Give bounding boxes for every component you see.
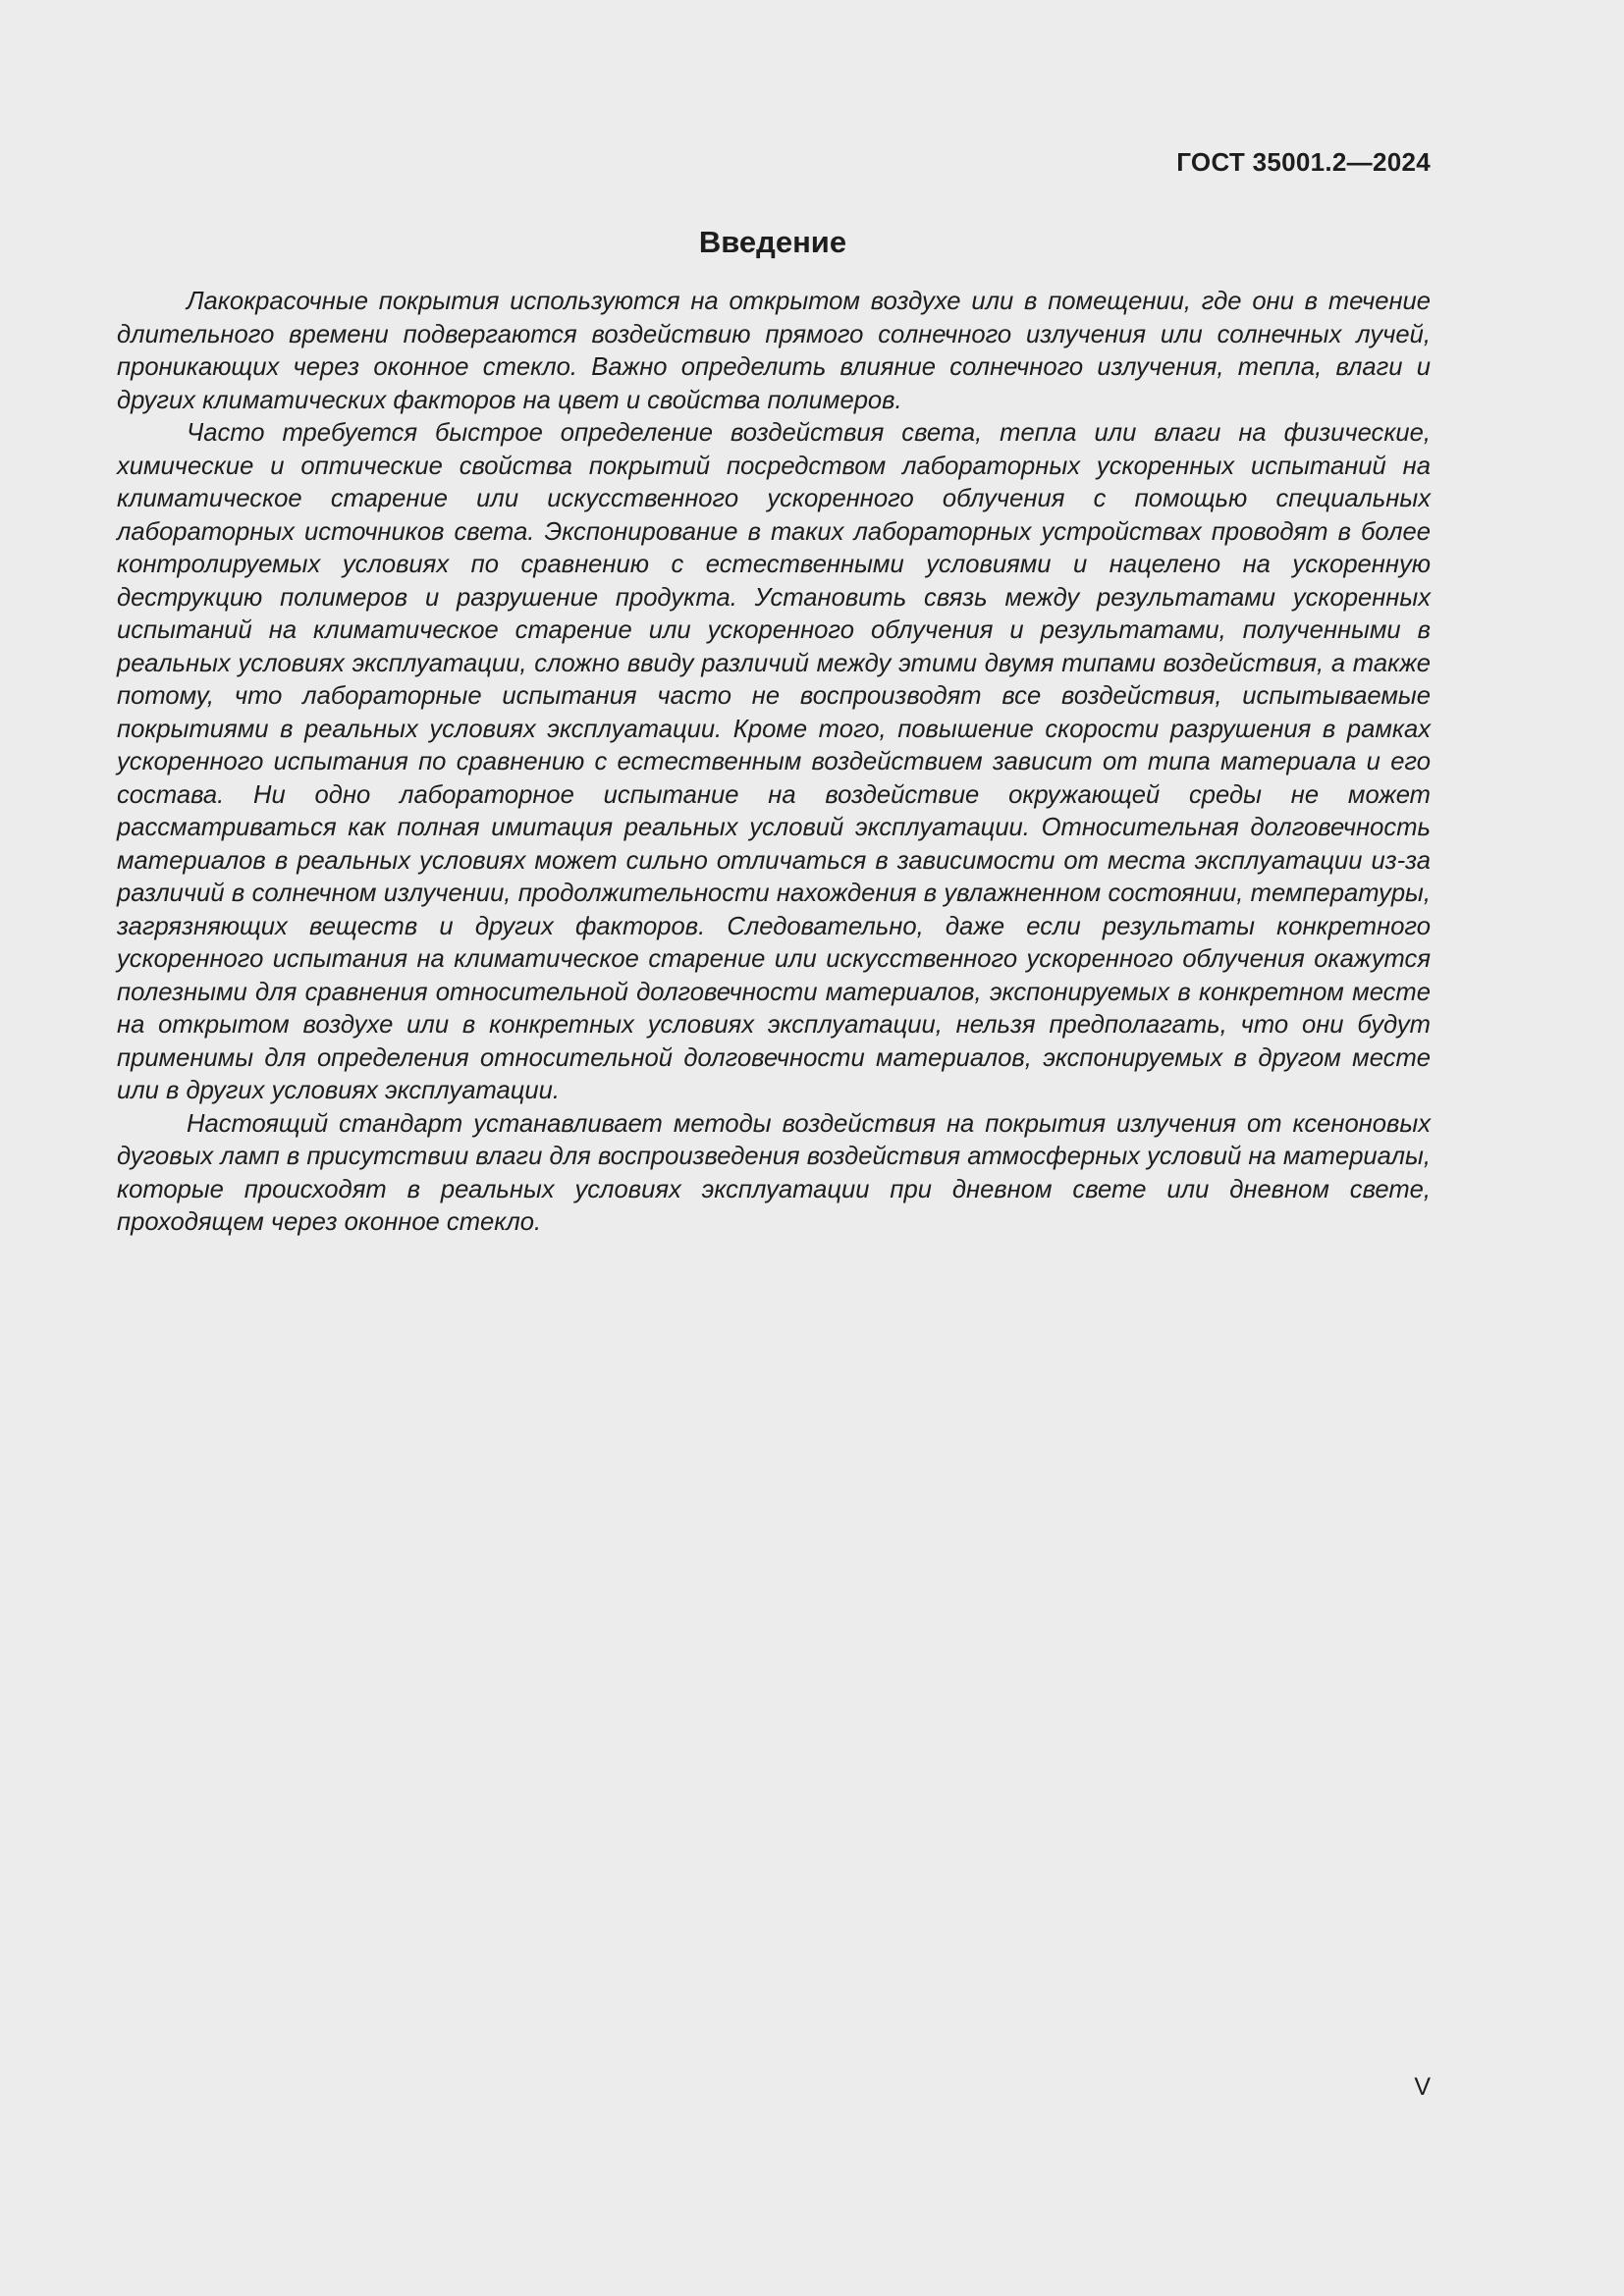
body-text xyxy=(117,286,1431,1240)
page-number: V xyxy=(1414,2073,1431,2101)
paragraph-2: Часто требуется быстрое определение воздействия света, тепла или влаги на физические, химические и оптические свойства покрытий посредством лабораторных ускоренных испытаний на климатическое старение или искусственного ускоренного облучения с помощью специальных лабораторных источников света. Экспонирование в таких лабораторных устройствах проводят в более контролируемых условиях по сравнению с естественными условиями и нацелено на ускоренную деструкцию полимеров и разрушение продукта. Установить связь между результатами ускоренных испытаний на климатическое старение или ускоренного облучения и результатами, полученными в реальных условиях эксплуатации, сложно ввиду различий между этими двумя типами воздействия, а также потому, что лабораторные испытания часто не воспроизводят все воздействия, испытываемые покрытиями в реальных условиях эксплуатации. Кроме того, повышение скорости разрушения в рамках ускоренного испытания по сравнению с естественным воздействием зависит от типа материала и его состава. Ни одно лабораторное испытание на воздействие окружающей среды не может рассматриваться как полная имитация реальных условий эксплуатации. Относительная долговечность материалов в реальных условиях может сильно отличаться в зависимости от места эксплуатации из-за различий в солнечном излучении, продолжительности нахождения в увлажненном состоянии, температуры, загрязняющих веществ и других факторов. Следовательно, даже если результаты конкретного ускоренного испытания на климатическое старение или искусственного ускоренного облучения окажутся полезными для сравнения относительной долговечности материалов, экспонируемых в конкретном месте на открытом воздухе или в конкретных условиях эксплуатации, нельзя предполагать, что они будут применимы для определения относительной долговечности материалов, экспонируемых в другом месте или в других условиях эксплуатации. xyxy=(117,419,1431,1104)
paragraph-1: Лакокрасочные покрытия используются на открытом воздухе или в помещении, где они в течение длительного времени подвергаются воздействию прямого солнечного излучения или солнечных лучей, проникающих через оконное стекло. Важно определить влияние солнечного излучения, тепла, влаги и других климатических факторов на цвет и свойства полимеров. xyxy=(117,288,1431,414)
paragraph-3: Настоящий стандарт устанавливает методы воздействия на покрытия излучения от ксеноновых дуговых ламп в присутствии влаги для воспроизведения воздействия атмосферных условий на материалы, которые происходят в реальных условиях эксплуатации при дневном свете или дневном свете, проходящем через оконное стекло. xyxy=(117,1109,1431,1236)
document-code: ГОСТ 35001.2—2024 xyxy=(1176,147,1431,177)
section-title: Введение xyxy=(698,225,847,259)
